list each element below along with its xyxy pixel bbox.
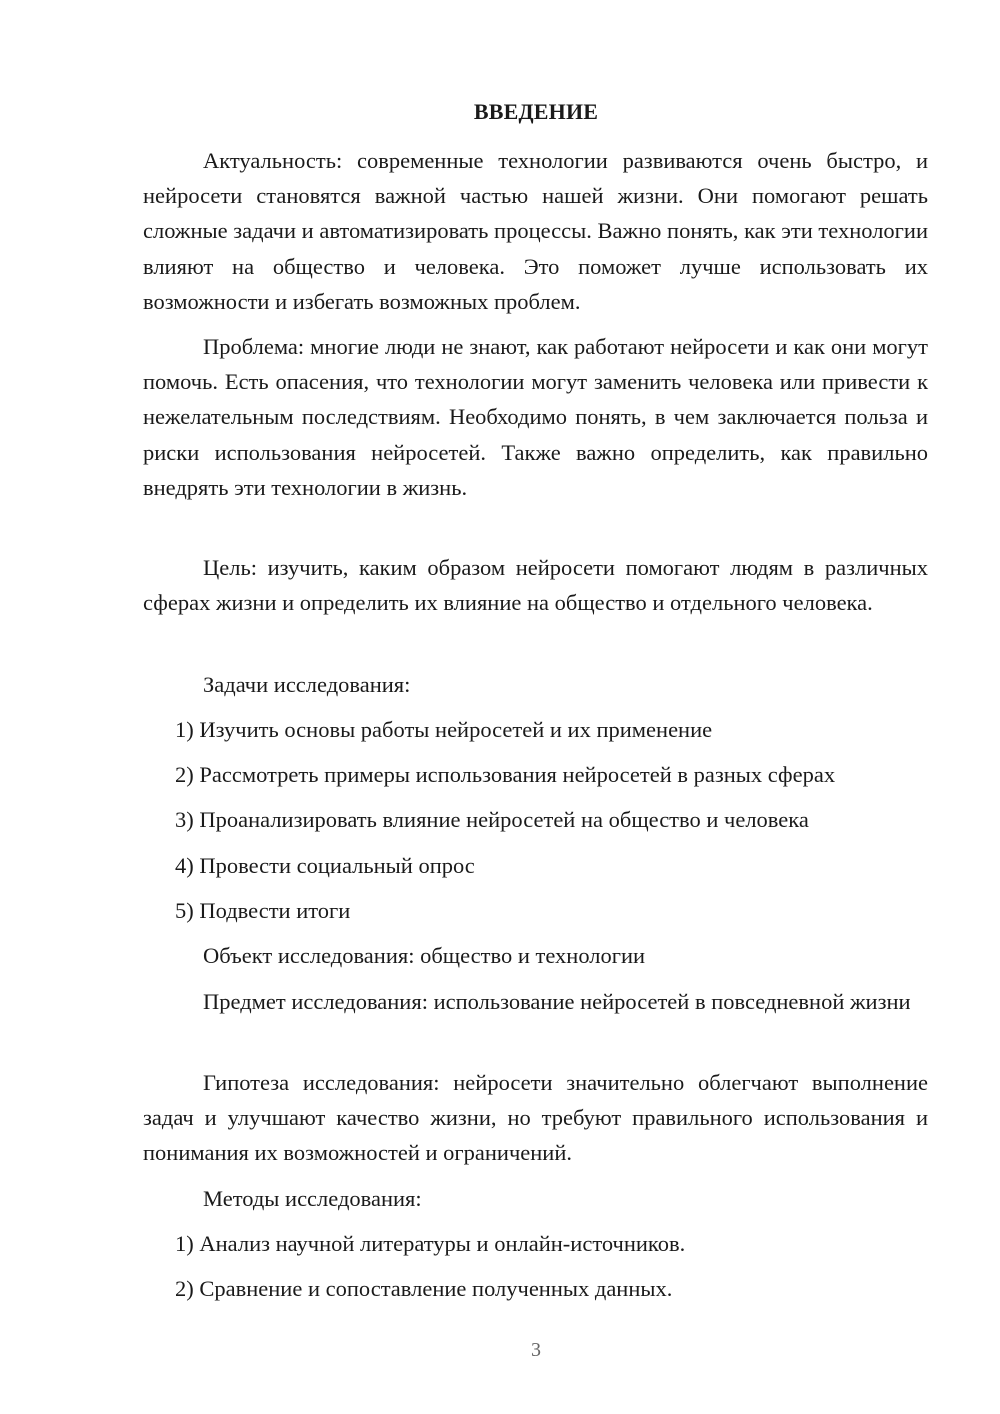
goal-paragraph: Цель: изучить, каким образом нейросети помогают людям в различных сферах жизни и определить их влияние на общество и отдельного человека. [143,555,928,616]
method-item: 2) Сравнение и сопоставление полученных данных. [175,1276,673,1301]
task-item: 2) Рассмотреть примеры использования нейросетей в разных сферах [175,762,836,787]
page-title: ВВЕДЕНИЕ [473,99,599,124]
subject-paragraph: Предмет исследования: использование нейросетей в повседневной жизни [203,989,911,1014]
task-item: 1) Изучить основы работы нейросетей и их применение [175,717,713,742]
object-line: Объект исследования: общество и технологии [203,943,646,968]
relevance-paragraph: Актуальность: современные технологии развиваются очень быстро, и нейросети становятся важной частью нашей жизни. Они помогают решать сложные задачи и автоматизировать процессы. Важно понять, как эти технологии влияют на общество и человека. Это поможет лучше использовать их возможности и избегать возможных проблем. [143,148,928,314]
hypothesis-paragraph: Гипотеза исследования: нейросети значительно облегчают выполнение задач и улучшают качество жизни, но требуют правильного использования и понимания их возможностей и ограничений. [143,1070,928,1166]
task-item: 3) Проанализировать влияние нейросетей на общество и человека [175,807,809,832]
methods-heading: Методы исследования: [203,1186,422,1211]
page-number: 3 [531,1339,541,1361]
task-item: 5) Подвести итоги [175,898,351,923]
method-item: 1) Анализ научной литературы и онлайн-источников. [175,1231,686,1256]
tasks-heading: Задачи исследования: [203,672,411,697]
task-item: 4) Провести социальный опрос [175,853,475,878]
problem-paragraph: Проблема: многие люди не знают, как работают нейросети и как они могут помочь. Есть опасения, что технологии могут заменить человека или привести к нежелательным последствиям. Необходимо понять, в чем заключается польза и риски использования нейросетей. Также важно определить, как правильно внедрять эти технологии в жизнь. [143,334,928,500]
